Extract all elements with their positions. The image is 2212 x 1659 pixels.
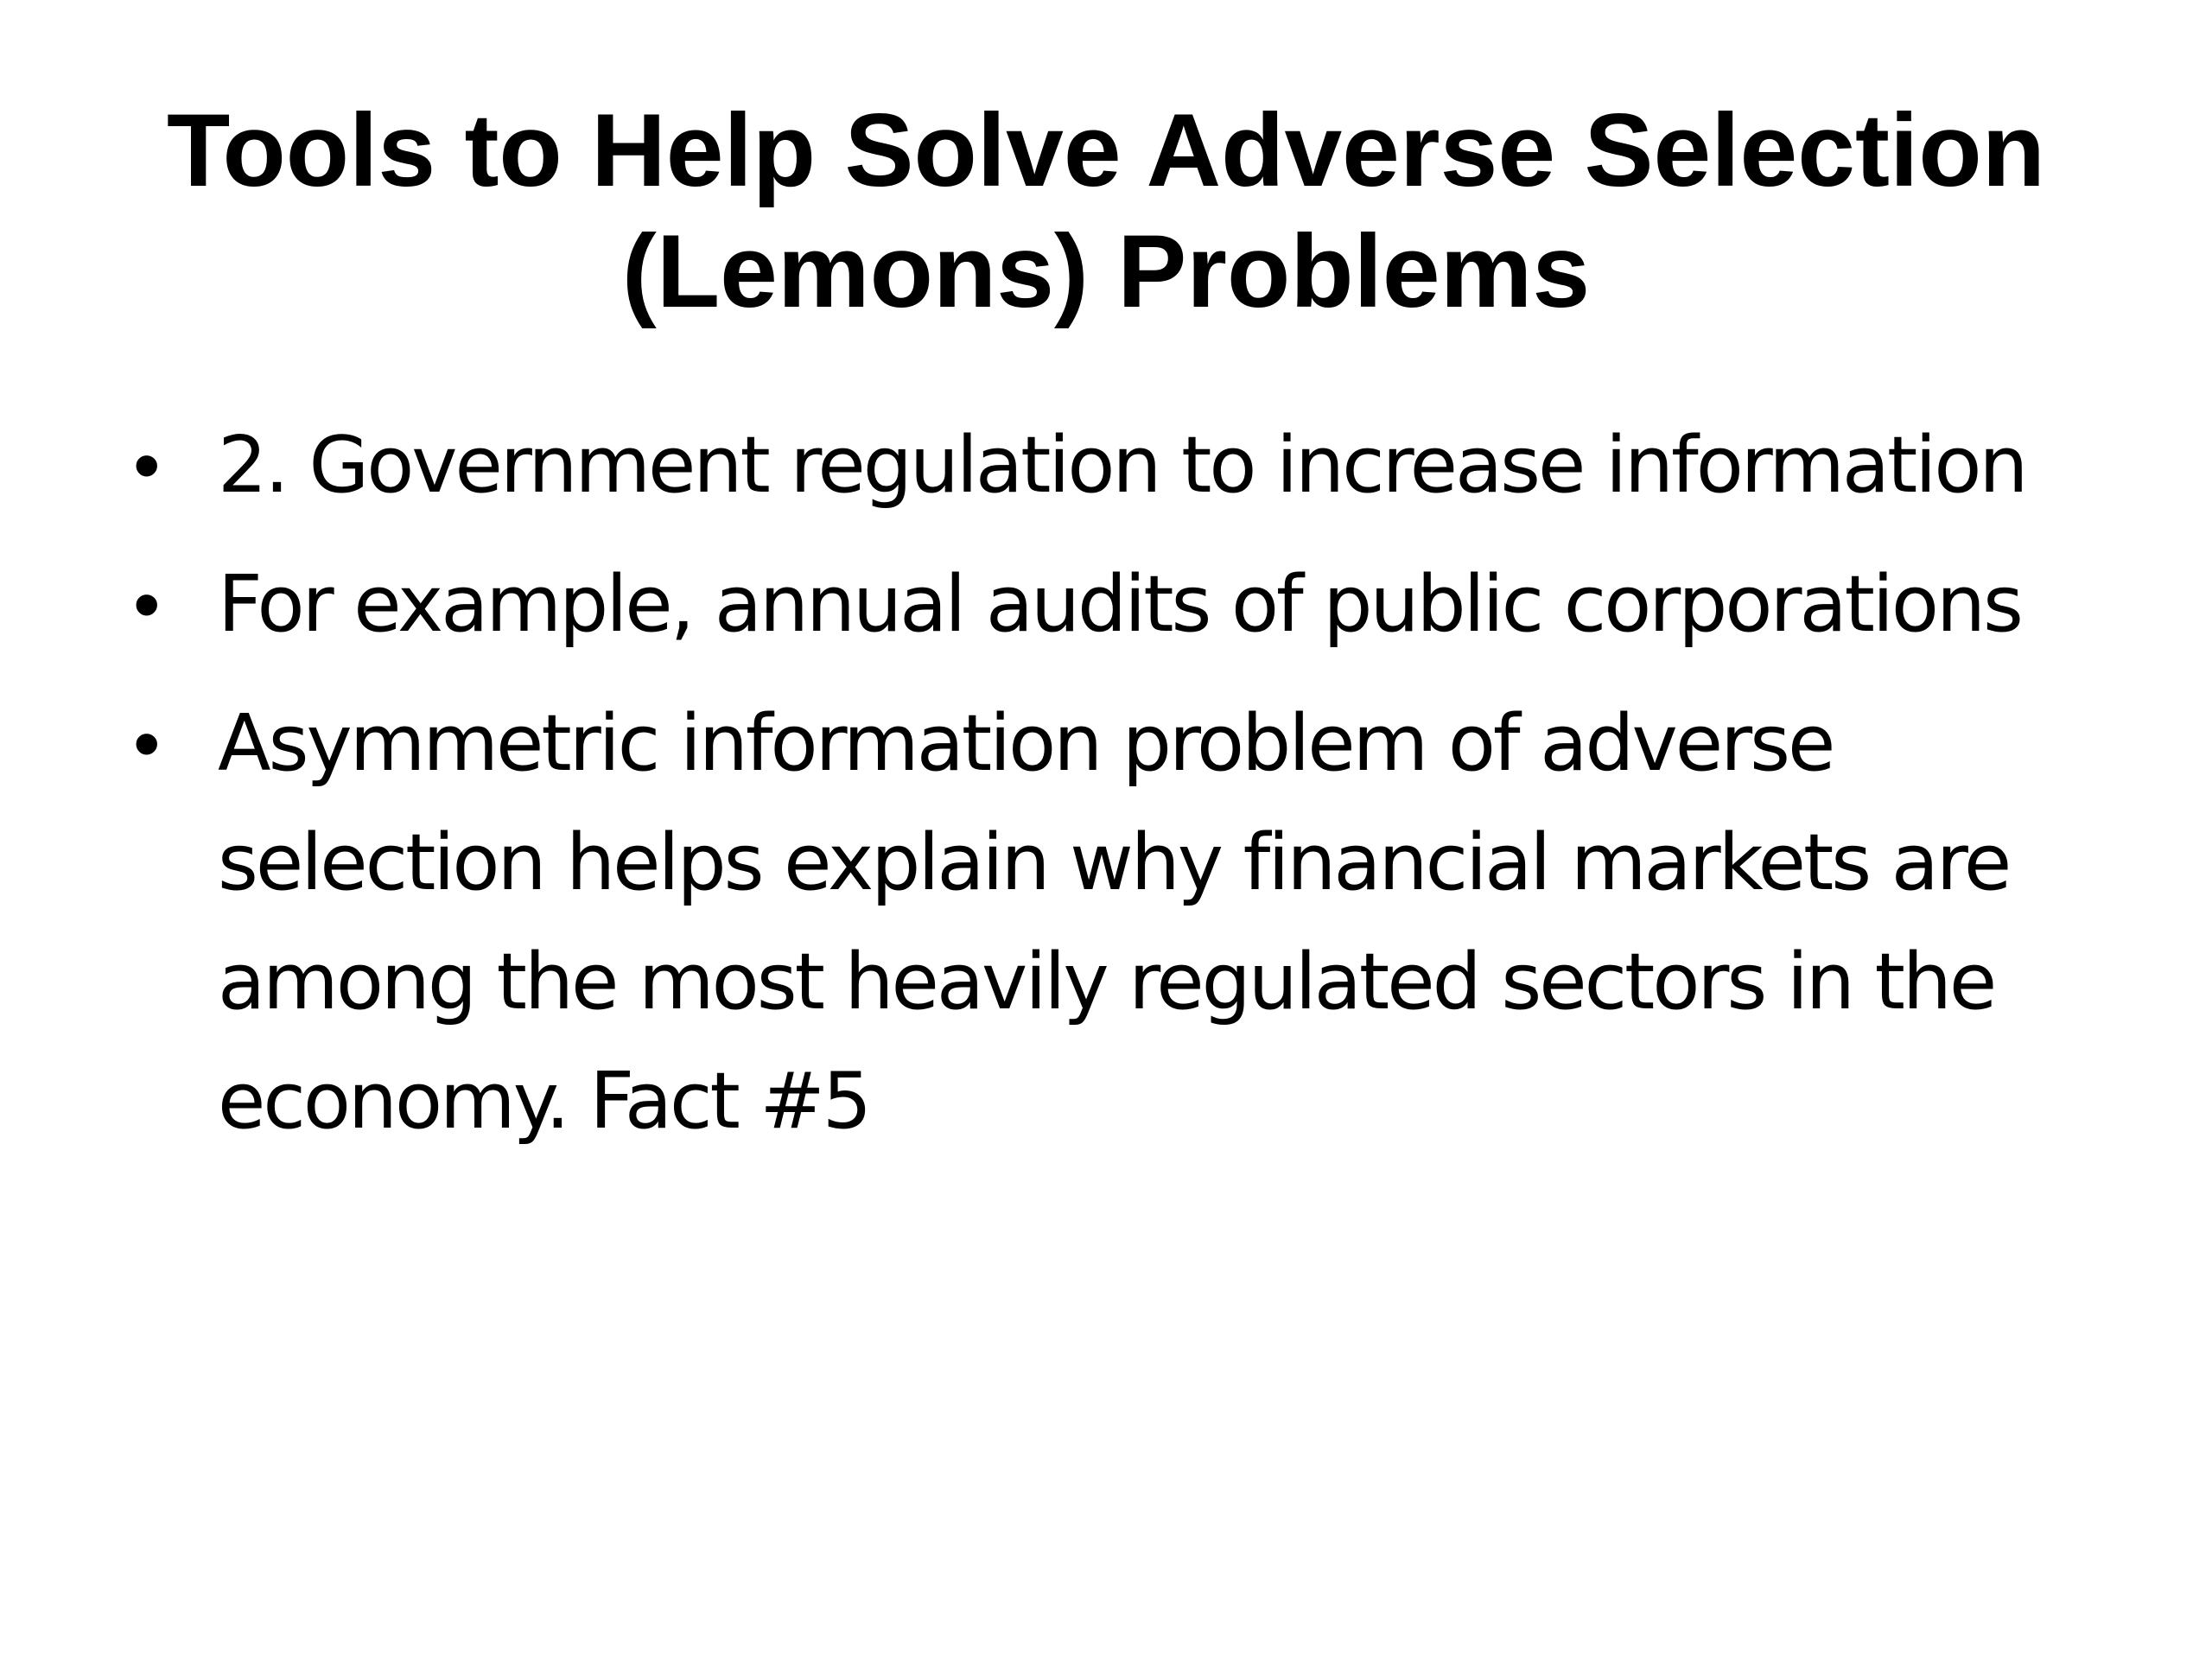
bullet-text-1: 2. Government regulation to increase information [218, 420, 2026, 511]
bullet-point-icon: • [133, 423, 158, 509]
bullet-text-2: For example, annual audits of public corporations [218, 559, 2021, 650]
slide-title [86, 90, 2126, 332]
bullet-list [121, 406, 2108, 1181]
bullet-point-icon: • [133, 562, 158, 648]
bullet-item-2 [121, 545, 2108, 664]
slide-title-line-2: (Lemons) Problems [621, 213, 1591, 329]
bullet-item-1 [121, 406, 2108, 525]
bullet-point-icon: • [133, 701, 158, 787]
bullet-text-3: Asymmetric information problem of adverse selection helps explain why financial markets are among the most heavily regulated sectors in the economy. Fact #5 [218, 698, 2010, 1147]
bullet-item-3 [121, 684, 2108, 1161]
slide-title-line-1: Tools to Help Solve Adverse Selection [167, 92, 2045, 208]
